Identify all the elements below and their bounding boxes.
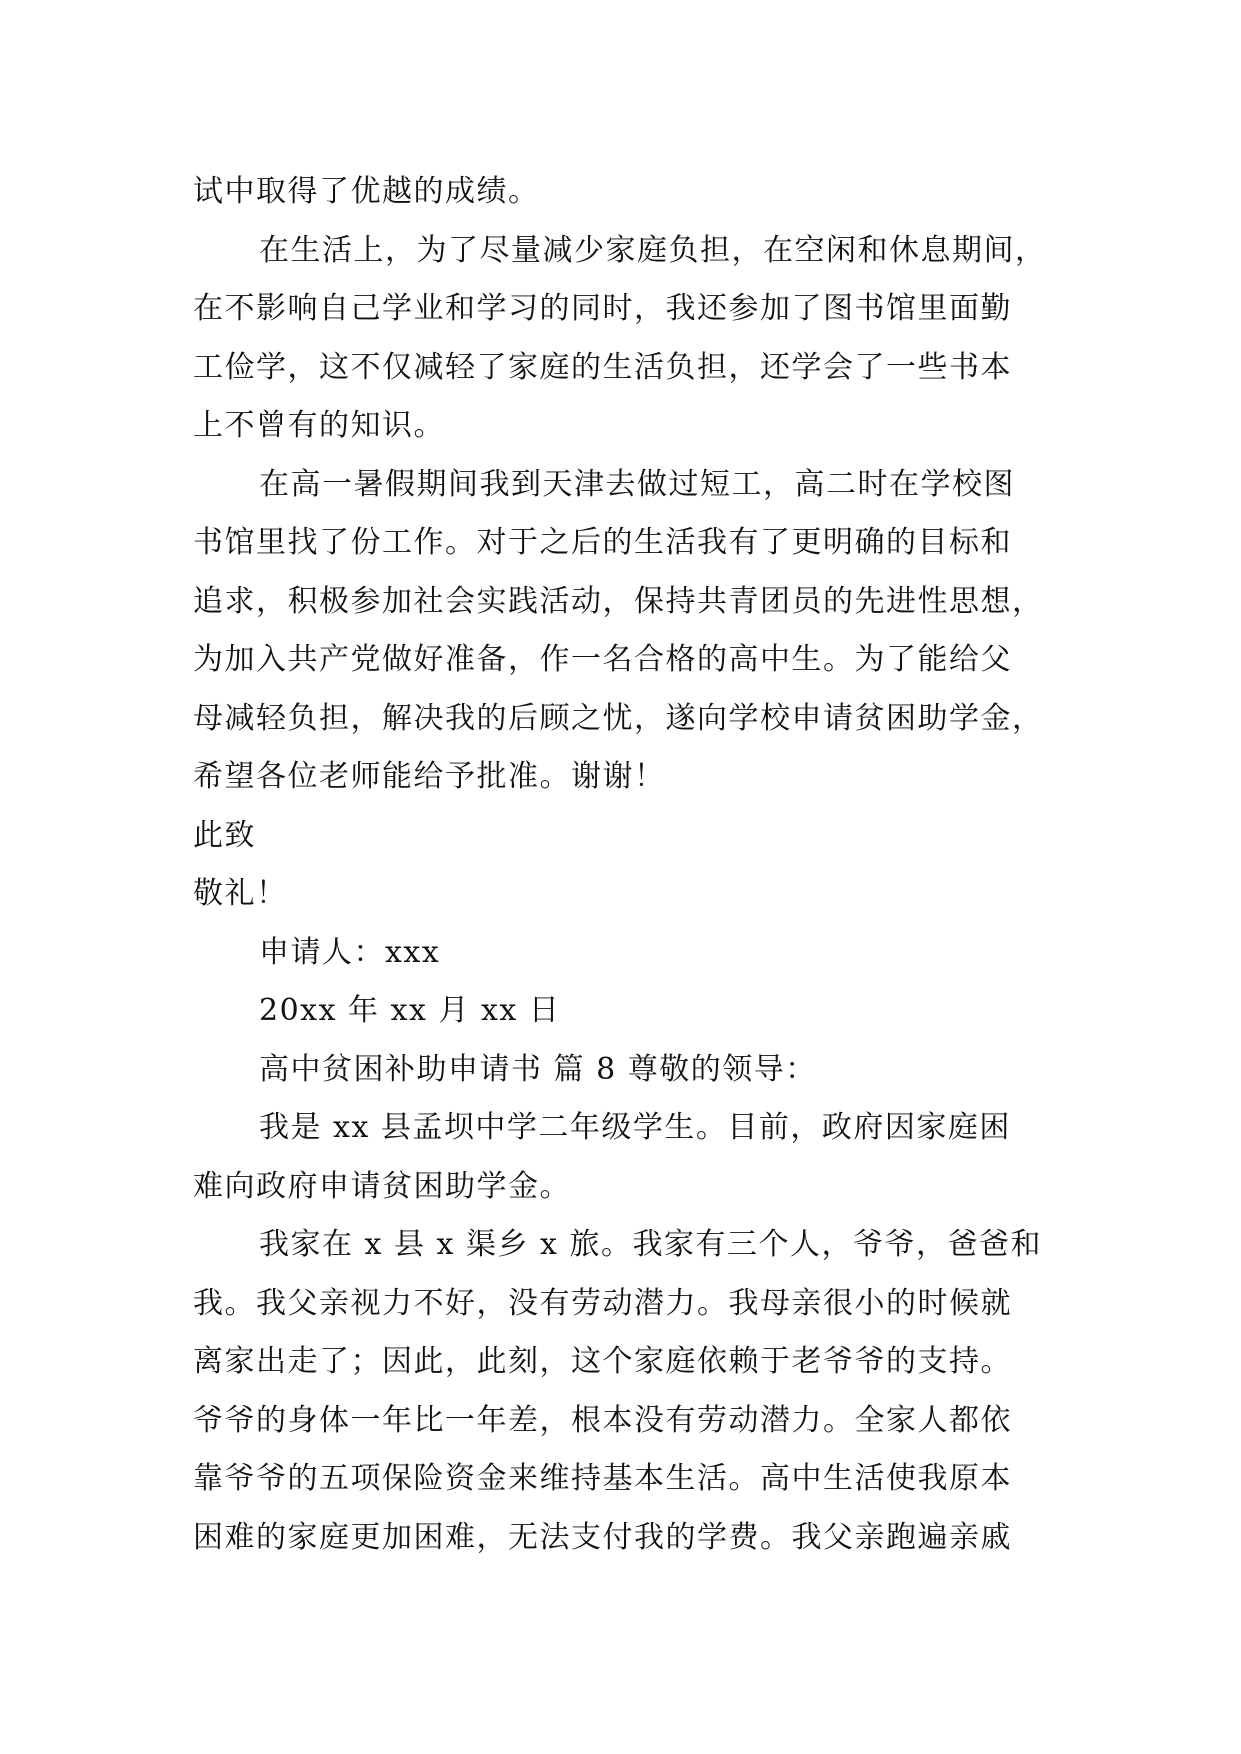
- text-line: 离家出走了；因此，此刻，这个家庭依赖于老爷爷的支持。: [193, 1344, 1012, 1379]
- section-heading: 高中贫困补助申请书 篇 8 尊敬的领导：: [259, 1051, 817, 1087]
- text-line: 我。我父亲视力不好，没有劳动潜力。我母亲很小的时候就: [193, 1285, 1012, 1321]
- text-line: 在高一暑假期间我到天津去做过短工，高二时在学校图: [259, 466, 1015, 502]
- text-line: 在不影响自己学业和学习的同时，我还参加了图书馆里面勤: [193, 291, 1012, 326]
- text-line: 希望各位老师能给予批准。谢谢！: [193, 759, 666, 794]
- applicant-signature: 申请人：xxx: [259, 934, 441, 970]
- text-line: 母减轻负担，解决我的后顾之忧，遂向学校申请贫困助学金，: [193, 700, 1044, 736]
- text-line: 困难的家庭更加困难，无法支付我的学费。我父亲跑遍亲戚: [193, 1519, 1012, 1555]
- signature-date: 20xx 年 xx 月 xx 日: [259, 993, 561, 1028]
- closing-regards: 敬礼！: [193, 876, 288, 911]
- text-line: 追求，积极参加社会实践活动，保持共青团员的先进性思想，: [193, 583, 1044, 619]
- text-line: 为加入共产党做好准备，作一名合格的高中生。为了能给父: [193, 642, 1012, 677]
- text-line: 在生活上，为了尽量减少家庭负担，在空闲和休息期间，: [259, 232, 1047, 268]
- text-line: 难向政府申请贫困助学金。: [193, 1168, 571, 1204]
- text-line: 书馆里找了份工作。对于之后的生活我有了更明确的目标和: [193, 525, 1012, 560]
- text-line: 靠爷爷的五项保险资金来维持基本生活。高中生活使我原本: [193, 1461, 1012, 1496]
- text-line: 上不曾有的知识。: [193, 408, 445, 443]
- text-line: 我是 xx 县孟坝中学二年级学生。目前，政府因家庭困: [259, 1110, 1011, 1145]
- text-line: 爷爷的身体一年比一年差，根本没有劳动潜力。全家人都依: [193, 1402, 1012, 1438]
- text-line: 我家在 x 县 x 渠乡 x 旅。我家有三个人，爷爷，爸爸和: [259, 1227, 1042, 1262]
- closing-salutation: 此致: [193, 817, 256, 853]
- text-line: 工俭学，这不仅减轻了家庭的生活负担，还学会了一些书本: [193, 349, 1012, 385]
- document-body: [193, 163, 1073, 1567]
- text-line: 试中取得了优越的成绩。: [193, 174, 540, 209]
